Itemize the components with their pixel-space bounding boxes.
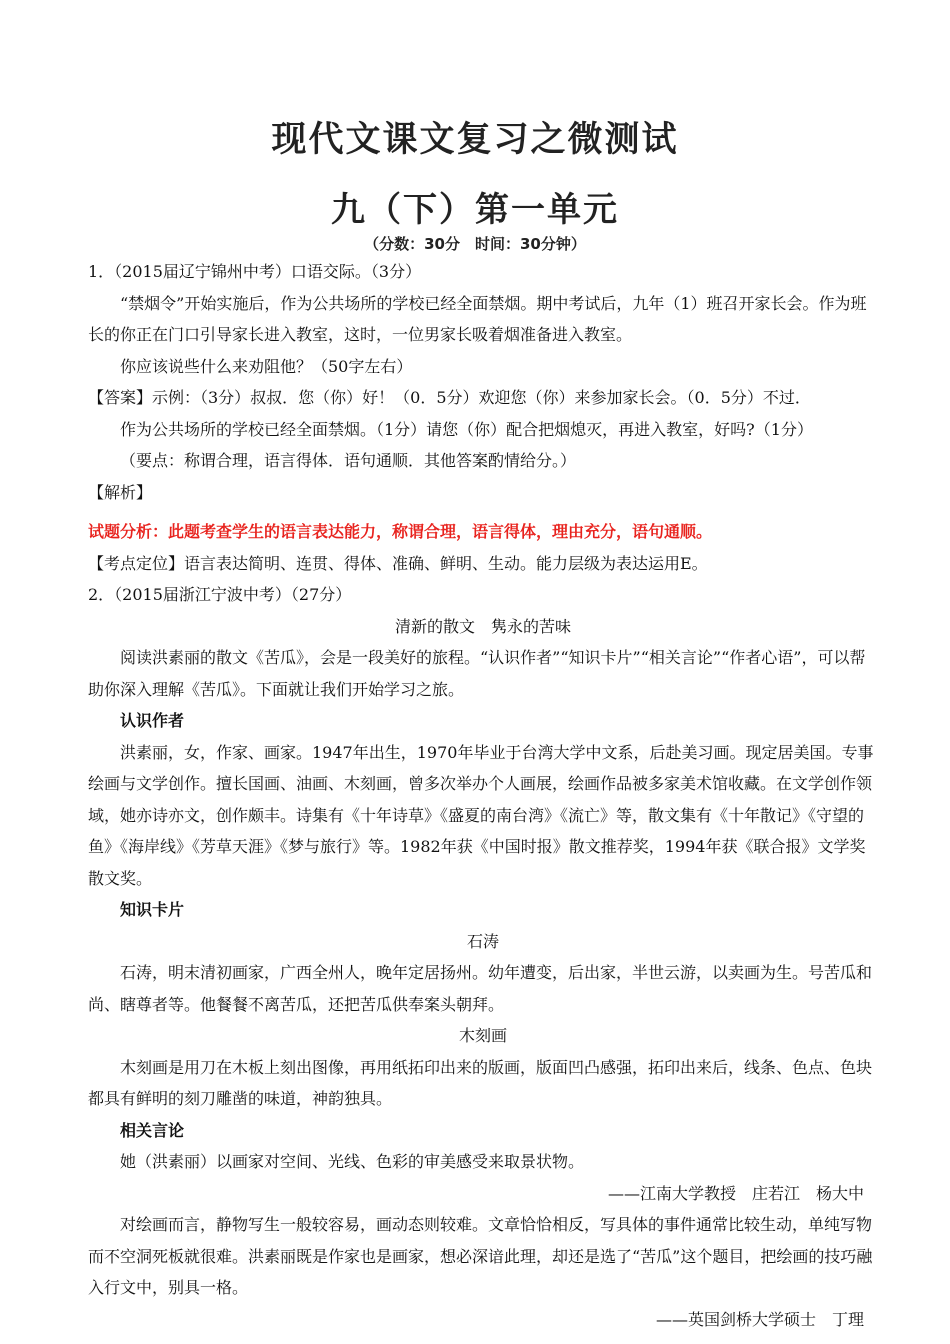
answer-line: 【答案】示例：（3分）叔叔．您（你）好！（0．5分）欢迎您（你）来参加家长会。（0．5分）不过． [88,388,811,407]
comment-1-source: ——江南大学教授 庄若江 杨大中 [607,1183,864,1203]
answer-points: （要点：称谓合理，语言得体．语句通顺．其他答案酌情给分。） [120,451,577,470]
question-1-task: 你应该说些什么来劝阻他？（50字左右） [120,356,413,376]
card-title-woodcut: 木刻画 [458,1026,507,1045]
kaodian-text: 【考点定位】语言表达简明、连贯、得体、准确、鲜明、生动。能力层级为表达运用E。 [88,553,708,573]
comment-2-source: ——英国剑桥大学硕士 丁理 [655,1309,864,1329]
comment-2: 对绘画而言，静物写生一般较容易，画动态则较难。文章恰恰相反，写具体的事件通常比较生动，单纯写物而不空洞死板就很难。洪素丽既是作家也是画家，想必深谙此理，却还是选了“苦瓜”这个题目，把绘画的技巧融入行文中，别具一格。 [88,1215,873,1297]
document-body [88,256,878,1335]
card-text-woodcut: 木刻画是用刀在木板上刻出图像，再用纸拓印出来的版画，版面凹凸感强，拓印出来后，线条、色点、色块都具有鲜明的刻刀雕凿的味道，神韵独具。 [88,1057,873,1108]
answer-line: 作为公共场所的学校已经全面禁烟。（1分）请您（你）配合把烟熄灭，再进入教室，好吗?（1分） [120,419,813,439]
score-info: （分数：30分 时间：30分钟） [364,235,586,253]
question-2-heading: 2．（2015届浙江宁波中考）（27分） [88,585,352,604]
comment-1: 她（洪素丽）以画家对空间、光线、色彩的审美感受来取景状物。 [120,1152,585,1171]
card-text-shitao: 石涛，明末清初画家，广西全州人，晚年定居扬州。幼年遭变，后出家，半世云游，以卖画为生。号苦瓜和尚、瞎尊者等。他餐餐不离苦瓜，还把苦瓜供奉案头朝拜。 [88,963,873,1014]
document-title: 现代文课文复习之微测试 [271,120,679,160]
intro-paragraph: 阅读洪素丽的散文《苦瓜》，会是一段美好的旅程。“认识作者”“知识卡片”“相关言论”“作者心语”，可以帮助你深入理解《苦瓜》。下面就让我们开始学习之旅。 [88,648,866,699]
section-title: 清新的散文 隽永的苦味 [394,616,571,636]
card-heading: 知识卡片 [120,900,185,919]
question-1-heading: 1．（2015届辽宁锦州中考）口语交际。（3分） [88,262,422,281]
question-1-prompt: “禁烟令”开始实施后，作为公共场所的学校已经全面禁烟。期中考试后，九年（1）班召开家长会。作为班长的你正在门口引导家长进入教室，这时，一位男家长吸着烟准备进入教室。 [88,293,867,344]
unit-title: 九（下）第一单元 [331,190,619,230]
author-heading: 认识作者 [120,711,185,730]
comments-heading: 相关言论 [120,1120,185,1140]
card-title-shitao: 石涛 [466,931,499,951]
author-paragraph: 洪素丽，女，作家、画家。1947年出生，1970年毕业于台湾大学中文系，后赴美习画。现定居美国。专事绘画与文学创作。擅长国画、油画、木刻画，曾多次举办个人画展，绘画作品被多家美术馆收藏。在文学创作领域，她亦诗亦文，创作颇丰。诗集有《十年诗草》《盛夏的南台湾》《流亡》等，散文集有《十年散记》《守望的鱼》《海岸线》《芳草天涯》《梦与旅行》等。1982年获《中国时报》散文推荐奖，1994年获《联合报》文学奖散文奖。 [88,742,874,888]
analysis-label: 【解析】 [88,482,153,502]
analysis-text: 试题分析：此题考查学生的语言表达能力，称谓合理，语言得体，理由充分，语句通顺。 [88,522,713,541]
